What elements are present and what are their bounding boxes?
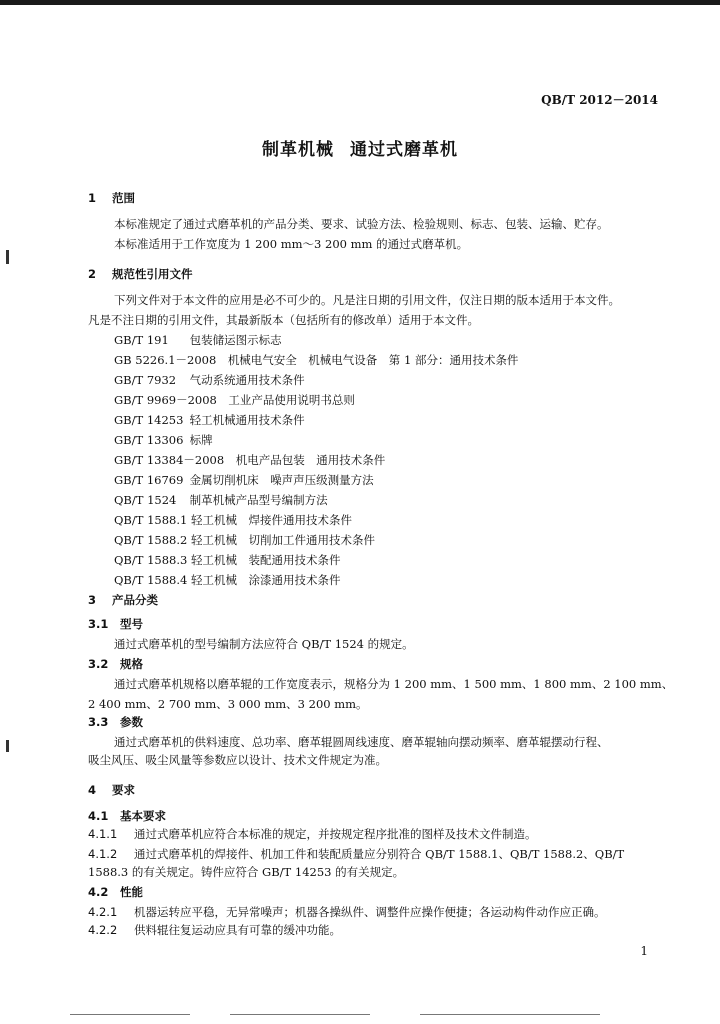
reference-item: GB/T 13306 标牌: [114, 433, 213, 447]
reference-item: QB/T 1588.1 轻工机械 焊接件通用技术条件: [114, 513, 352, 527]
scan-artifact: [6, 740, 9, 752]
reference-item: GB/T 7932 气动系统通用技术条件: [114, 373, 305, 387]
section-1-paragraph: 本标准规定了通过式磨革机的产品分类、要求、试验方法、检验规则、标志、包装、运输、贮存。: [114, 217, 609, 231]
scan-top-edge: [0, 0, 720, 5]
section-3-1-text: 通过式磨革机的型号编制方法应符合 QB/T 1524 的规定。: [114, 637, 414, 651]
reference-item: QB/T 1588.4 轻工机械 涂漆通用技术条件: [114, 573, 341, 587]
section-3-3-text: 通过式磨革机的供料速度、总功率、磨革辊圆周线速度、磨革辊轴向摆动频率、磨革辊摆动行程、: [114, 735, 609, 749]
section-1-heading: 1 范围: [88, 191, 135, 205]
clause-4-1-2: 4.1.2 通过式磨革机的焊接件、机加工件和装配质量应分别符合 QB/T 1588.1、QB/T 1588.2、QB/T: [88, 847, 625, 861]
section-3-2-text: 通过式磨革机规格以磨革辊的工作宽度表示，规格分为 1 200 mm、1 500 mm、1 800 mm、2 100 mm、: [114, 677, 674, 691]
reference-item: QB/T 1524 制革机械产品型号编制方法: [114, 493, 328, 507]
clause-4-2-2: 4.2.2 供料辊往复运动应具有可靠的缓冲功能。: [88, 923, 341, 937]
reference-item: GB/T 14253 轻工机械通用技术条件: [114, 413, 305, 427]
scan-bottom-rule: [420, 1014, 600, 1015]
section-4-heading: 4 要求: [88, 783, 135, 797]
reference-item: GB 5226.1－2008 机械电气安全 机械电气设备 第 1 部分：通用技术条件: [114, 353, 519, 367]
clause-4-1-2-continued: 1588.3 的有关规定。铸件应符合 GB/T 14253 的有关规定。: [88, 865, 405, 879]
section-3-2-heading: 3.2 规格: [88, 657, 143, 671]
reference-item: QB/T 1588.3 轻工机械 装配通用技术条件: [114, 553, 341, 567]
reference-item: GB/T 16769 金属切削机床 噪声声压级测量方法: [114, 473, 374, 487]
section-3-2-text: 2 400 mm、2 700 mm、3 000 mm、3 200 mm。: [88, 697, 368, 711]
page-number: 1: [640, 944, 648, 958]
scan-bottom-rule: [230, 1014, 370, 1015]
section-2-intro: 下列文件对于本文件的应用是必不可少的。凡是注日期的引用文件，仅注日期的版本适用于本文件。: [114, 293, 620, 307]
section-2-intro: 凡是不注日期的引用文件，其最新版本（包括所有的修改单）适用于本文件。: [88, 313, 479, 327]
scan-artifact: [6, 250, 9, 264]
section-3-3-heading: 3.3 参数: [88, 715, 143, 729]
standard-code: QB/T 2012－2014: [541, 93, 658, 107]
section-3-3-text: 吸尘风压、吸尘风量等参数应以设计、技术文件规定为准。: [88, 753, 387, 767]
title-part-2: 通过式磨革机: [350, 140, 458, 160]
clause-4-2-1: 4.2.1 机器运转应平稳，无异常噪声；机器各操纵件、调整件应操作便捷；各运动构件动作应正确。: [88, 905, 606, 919]
section-3-heading: 3 产品分类: [88, 593, 158, 607]
reference-item: QB/T 1588.2 轻工机械 切削加工件通用技术条件: [114, 533, 375, 547]
section-2-heading: 2 规范性引用文件: [88, 267, 193, 281]
clause-4-1-1: 4.1.1 通过式磨革机应符合本标准的规定，并按规定程序批准的图样及技术文件制造。: [88, 827, 537, 841]
section-3-1-heading: 3.1 型号: [88, 617, 143, 631]
document-title: [0, 135, 720, 160]
section-4-2-heading: 4.2 性能: [88, 885, 143, 899]
title-part-1: 制革机械: [262, 140, 334, 160]
section-4-1-heading: 4.1 基本要求: [88, 809, 166, 823]
reference-item: GB/T 9969－2008 工业产品使用说明书总则: [114, 393, 355, 407]
scan-bottom-rule: [70, 1014, 190, 1015]
reference-item: GB/T 13384－2008 机电产品包装 通用技术条件: [114, 453, 386, 467]
reference-item: GB/T 191 包装储运图示标志: [114, 333, 282, 347]
section-1-paragraph: 本标准适用于工作宽度为 1 200 mm～3 200 mm 的通过式磨革机。: [114, 237, 469, 251]
